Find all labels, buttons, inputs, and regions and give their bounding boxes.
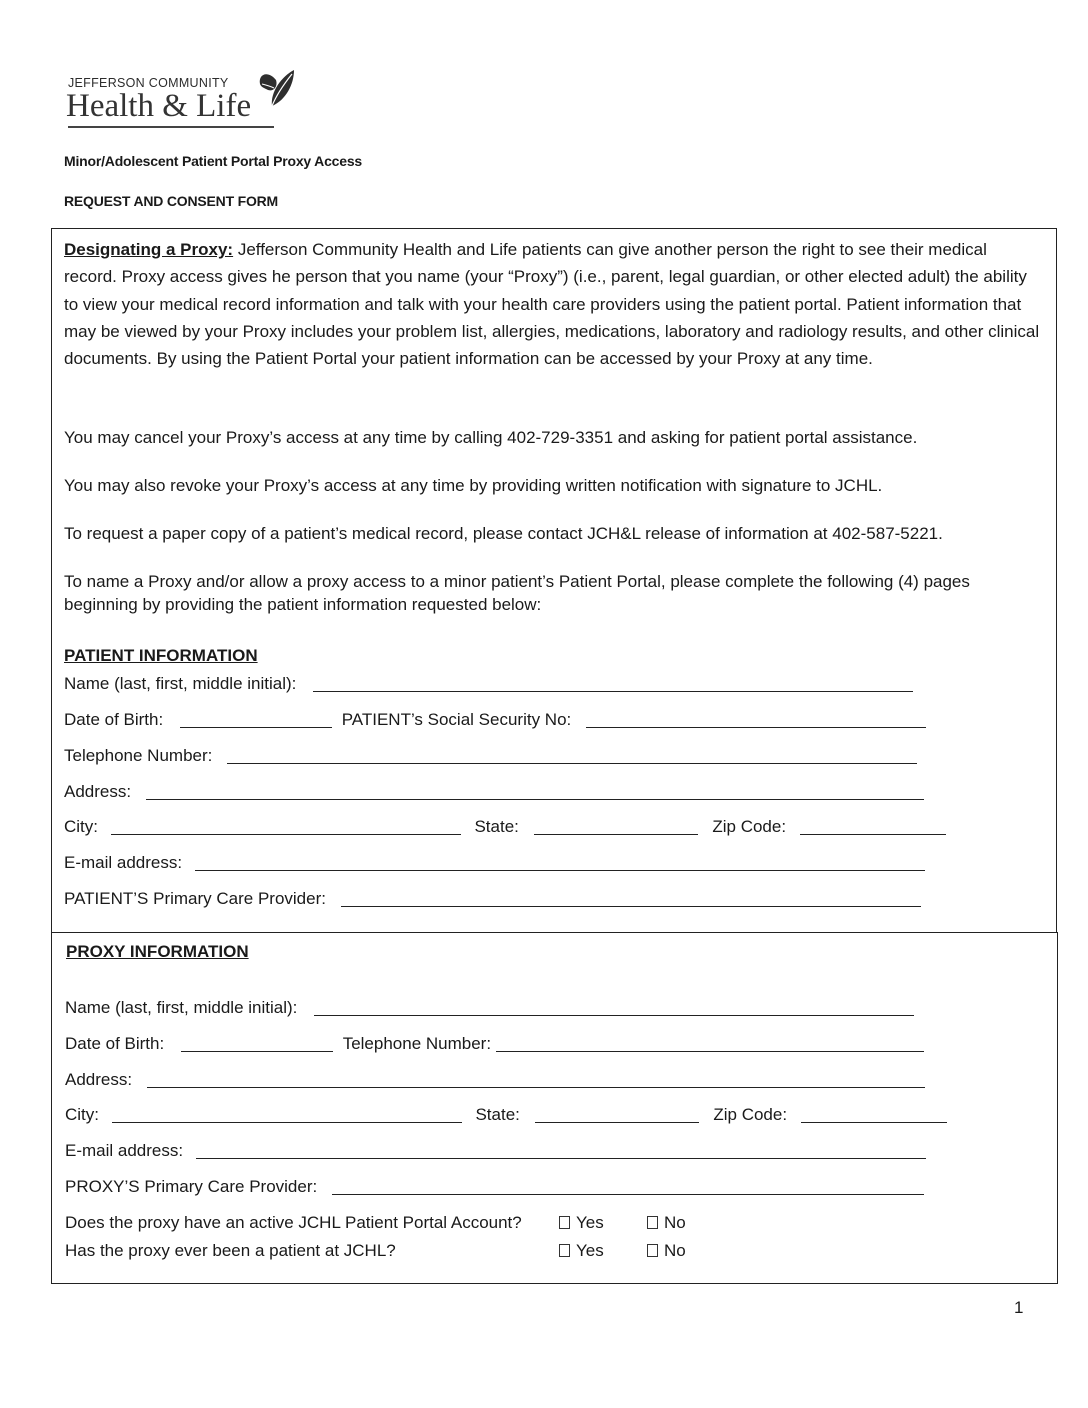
proxy-zip-field[interactable]: [801, 1108, 947, 1123]
patient-address-row: [64, 782, 924, 802]
checkbox-icon[interactable]: [647, 1216, 658, 1229]
prior-patient-question: Has the proxy ever been a patient at JCHL?: [65, 1241, 396, 1260]
paper-copy-paragraph: To request a paper copy of a patient’s medical record, please contact JCH&L release of information at 402-587-5221.: [64, 524, 943, 543]
form-subtitle: REQUEST AND CONSENT FORM: [64, 193, 279, 209]
patient-name-row: [64, 674, 913, 694]
proxy-state-label: State:: [475, 1105, 520, 1124]
proxy-city-field[interactable]: [112, 1108, 462, 1123]
patient-address-label: Address:: [64, 782, 132, 801]
proxy-dob-field[interactable]: [181, 1037, 333, 1052]
proxy-phone-field[interactable]: [496, 1037, 924, 1052]
intro-paragraph: [64, 236, 1044, 372]
portal-account-yes-option[interactable]: [559, 1213, 604, 1233]
patient-pcp-label: PATIENT’S Primary Care Provider:: [64, 889, 326, 908]
proxy-pcp-row: [65, 1177, 924, 1197]
patient-info-heading: PATIENT INFORMATION: [64, 646, 258, 665]
prior-patient-question-row: [65, 1241, 686, 1261]
proxy-email-label: E-mail address:: [65, 1141, 184, 1160]
patient-phone-label: Telephone Number:: [64, 746, 213, 765]
proxy-pcp-label: PROXY’S Primary Care Provider:: [65, 1177, 318, 1196]
intro-body: Jefferson Community Health and Life patients can give another person the right to see their medical record. Proxy access gives he person that you name (your “Proxy”) (i.e., parent, legal guardian, or other elected adult) the ability to view your medical record information and talk with your health care providers using the patient portal. Patient information that may be viewed by your Proxy includes your problem list, allergies, medications, laboratory and radiology results, and other clinical documents. By using the Patient Portal your patient information can be accessed by your Proxy at any time.: [64, 240, 1040, 369]
no-label: No: [664, 1213, 686, 1232]
patient-city-label: City:: [64, 817, 98, 836]
patient-pcp-field[interactable]: [341, 892, 921, 907]
revoke-access-paragraph: You may also revoke your Proxy’s access at any time by providing written notification with signature to JCHL.: [64, 476, 883, 495]
patient-zip-label: Zip Code:: [712, 817, 787, 836]
proxy-name-field[interactable]: [314, 1001, 914, 1016]
patient-city-row: [64, 817, 946, 837]
patient-pcp-row: [64, 889, 921, 909]
proxy-name-label: Name (last, first, middle initial):: [65, 998, 298, 1017]
logo-underline: [68, 126, 274, 128]
patient-city-field[interactable]: [111, 820, 461, 835]
patient-phone-row: [64, 746, 917, 766]
proxy-info-heading: PROXY INFORMATION: [66, 942, 249, 961]
jchl-logo: [66, 66, 306, 132]
patient-ssn-label: PATIENT’s Social Security No:: [341, 710, 572, 729]
proxy-dob-row: [65, 1034, 924, 1054]
patient-zip-field[interactable]: [800, 820, 946, 835]
cancel-access-paragraph: You may cancel your Proxy’s access at any time by calling 402-729-3351 and asking for patient portal assistance.: [64, 428, 918, 447]
patient-state-field[interactable]: [534, 820, 698, 835]
patient-email-field[interactable]: [195, 856, 925, 871]
patient-name-label: Name (last, first, middle initial):: [64, 674, 297, 693]
prior-patient-yes-option[interactable]: [559, 1241, 604, 1261]
proxy-dob-label: Date of Birth:: [65, 1034, 165, 1053]
proxy-email-row: [65, 1141, 926, 1161]
patient-state-label: State:: [474, 817, 519, 836]
proxy-email-field[interactable]: [196, 1144, 926, 1159]
proxy-address-label: Address:: [65, 1070, 133, 1089]
no-label: No: [664, 1241, 686, 1260]
page-number: 1: [1014, 1298, 1024, 1317]
proxy-state-field[interactable]: [535, 1108, 699, 1123]
patient-dob-label: Date of Birth:: [64, 710, 164, 729]
intro-heading: Designating a Proxy:: [64, 240, 234, 259]
proxy-zip-label: Zip Code:: [713, 1105, 788, 1124]
logo-org-main: Health & Life: [66, 88, 252, 124]
proxy-address-field[interactable]: [147, 1073, 925, 1088]
proxy-phone-label: Telephone Number:: [342, 1034, 492, 1053]
patient-name-field[interactable]: [313, 677, 913, 692]
checkbox-icon[interactable]: [559, 1244, 570, 1257]
instructions-paragraph: To name a Proxy and/or allow a proxy access to a minor patient’s Patient Portal, please complete the following (4) pages beginning by providing the patient information requested below:: [64, 572, 970, 614]
proxy-pcp-field[interactable]: [332, 1180, 924, 1195]
patient-address-field[interactable]: [146, 785, 924, 800]
proxy-name-row: [65, 998, 914, 1018]
patient-dob-field[interactable]: [180, 713, 332, 728]
patient-dob-row: [64, 710, 926, 730]
leaf-icon: [256, 66, 296, 116]
prior-patient-no-option[interactable]: [647, 1241, 686, 1261]
checkbox-icon[interactable]: [559, 1216, 570, 1229]
portal-account-no-option[interactable]: [647, 1213, 686, 1233]
patient-ssn-field[interactable]: [586, 713, 926, 728]
patient-phone-field[interactable]: [227, 749, 917, 764]
proxy-city-label: City:: [65, 1105, 99, 1124]
portal-account-question: Does the proxy have an active JCHL Patient Portal Account?: [65, 1213, 522, 1232]
proxy-city-row: [65, 1105, 947, 1125]
portal-account-question-row: [65, 1213, 686, 1233]
patient-email-label: E-mail address:: [64, 853, 183, 872]
proxy-address-row: [65, 1070, 925, 1090]
yes-label: Yes: [576, 1241, 604, 1260]
form-title: Minor/Adolescent Patient Portal Proxy Access: [64, 153, 362, 169]
logo-org-top: JEFFERSON COMMUNITY: [68, 76, 229, 90]
patient-email-row: [64, 853, 925, 873]
yes-label: Yes: [576, 1213, 604, 1232]
checkbox-icon[interactable]: [647, 1244, 658, 1257]
